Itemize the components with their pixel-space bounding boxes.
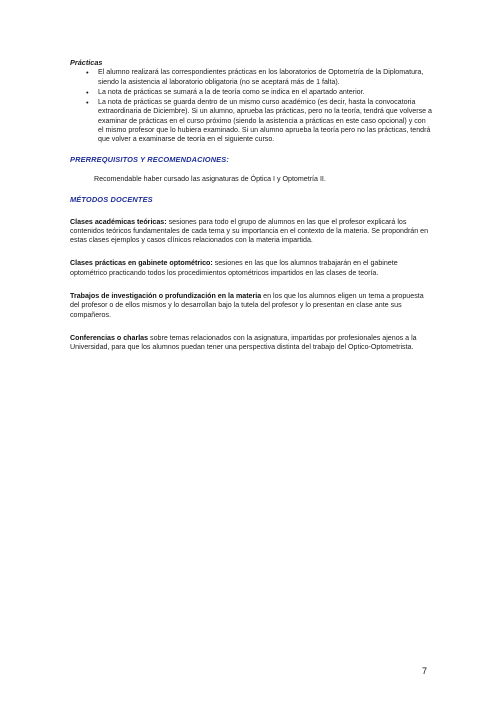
prerrequisitos-heading: PRERREQUISITOS Y RECOMENDACIONES: xyxy=(70,154,229,164)
practicas-list xyxy=(70,68,432,144)
page-content xyxy=(70,58,432,353)
metodo-text: sobre temas relacionados con la asignatura, impartidas por profesionales ajenos a la Universidad, para que los alumnos puedan tener una perspectiva distinta del trabajo del Optico-Optometrista. xyxy=(70,333,417,352)
metodo-text: en los que los alumnos eligen un tema a propuesta del profesor o de ellos mismos y lo desarrollan bajo la tutela del profesor y lo presentan en clase ante sus compañeros. xyxy=(70,292,424,319)
bullet-icon: • xyxy=(86,68,89,78)
metodo-lead: Conferencias o charlas xyxy=(70,333,149,342)
list-item xyxy=(86,87,432,97)
metodo-text: sesiones en las que los alumnos trabajarán en el gabinete optométrico practicando todos los procedimientos optométricos impartidos en las clases de teoría. xyxy=(70,259,398,277)
metodos-heading: MÉTODOS DOCENTES xyxy=(70,195,153,205)
page-number: 7 xyxy=(422,666,428,676)
metodo-text: sesiones para todo el grupo de alumnos en las que el profesor explicará los contenidos teóricos fundamentales de cada tema y su importancia en el contexto de la materia. Se propondrán en estas clases ejemplos y casos clínicos relacionados con la materia impartida. xyxy=(70,217,429,245)
metodo-lead: Clases prácticas en gabinete optométrico: xyxy=(70,259,213,268)
metodo-paragraph xyxy=(70,334,432,353)
prerrequisitos-text: Recomendable haber cursado las asignaturas de Óptica I y Optometría II. xyxy=(94,174,326,183)
bullet-icon: • xyxy=(86,98,89,108)
list-item-text: El alumno realizará las correspondientes prácticas en los laboratorios de Optometría de la Diplomatura, siendo la asistencia al laboratorio obligatoria (no se aceptará más de 1 falta). xyxy=(98,68,424,86)
list-item xyxy=(86,68,432,87)
metodo-lead: Trabajos de investigación o profundización en la materia xyxy=(70,292,262,301)
practicas-title: Prácticas xyxy=(70,58,103,67)
metodo-paragraph xyxy=(70,259,432,278)
metodo-lead: Clases académicas teóricas: xyxy=(70,217,167,226)
list-item xyxy=(86,98,432,144)
bullet-icon: • xyxy=(86,87,89,97)
metodo-paragraph xyxy=(70,218,432,246)
metodo-paragraph xyxy=(70,292,432,320)
list-item-text: La nota de prácticas se guarda dentro de un mismo curso académico (es decir, hasta la convocatoria extraordinaria de Diciembre). Si un alumno, aprueba las prácticas, pero no la teoría, tendrá que volverse a examinar de prácticas en el curso próximo (siendo la asistencia a prácticas en este caso opcional) y con el mismo profesor que lo hubiera examinado. Si un alumno aprueba la teoría pero no las prácticas, tendrá que volver a examinarse de teoría en el siguiente curso. xyxy=(98,98,432,144)
list-item-text: La nota de prácticas se sumará a la de teoría como se indica en el apartado anterior. xyxy=(98,87,365,96)
